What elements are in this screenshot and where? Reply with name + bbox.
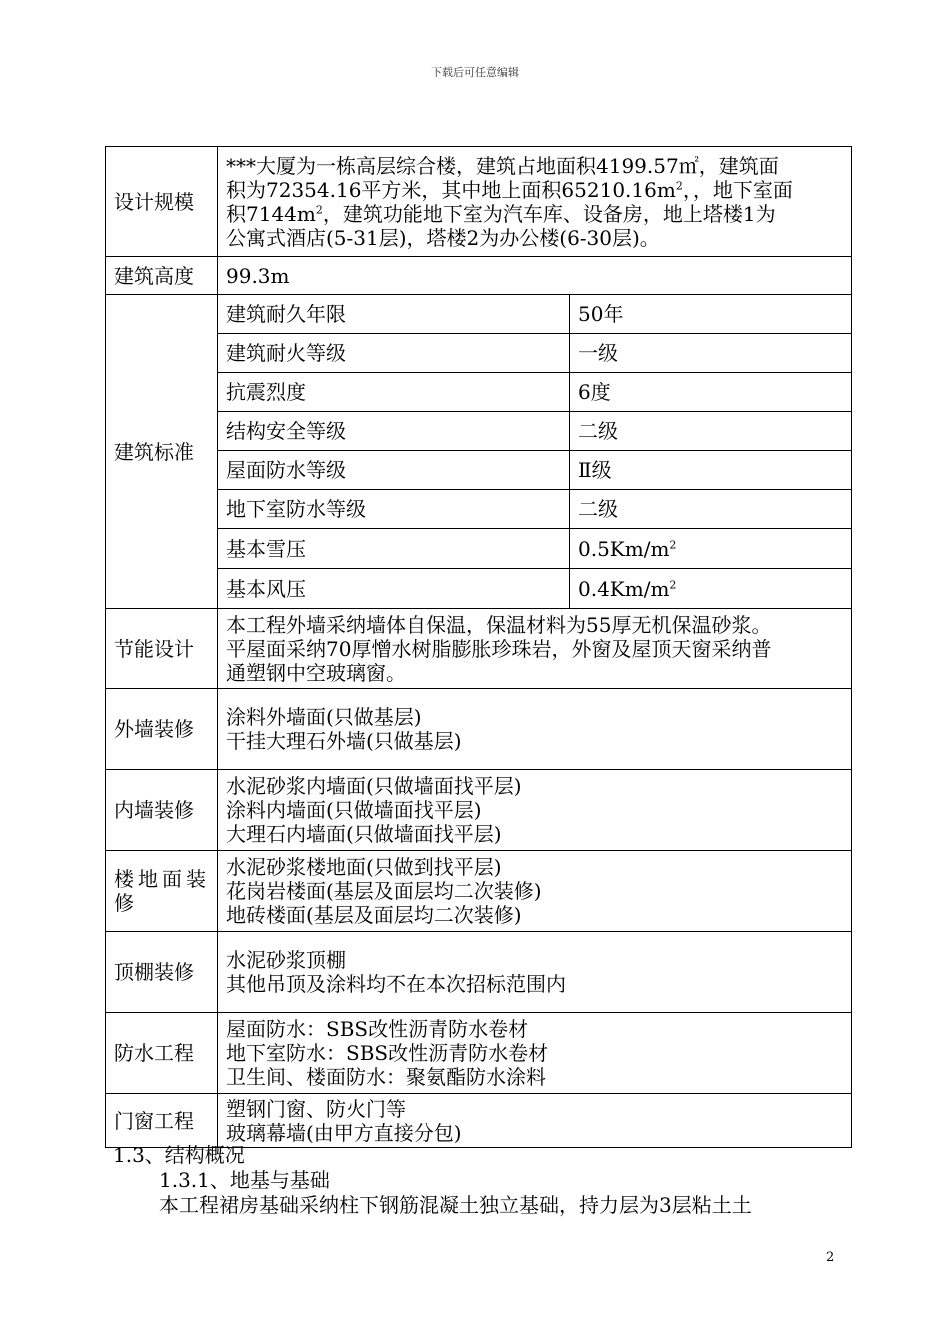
- label-energy: 节能设计: [106, 609, 218, 689]
- spec-table: [105, 146, 852, 1148]
- standard-name: 建筑耐久年限: [218, 295, 570, 334]
- standard-name: 屋面防水等级: [218, 451, 570, 490]
- value-ceiling: [218, 932, 852, 1013]
- value-building-height: 99.3m: [218, 257, 852, 295]
- row-standard: [106, 373, 852, 412]
- standard-name: 地下室防水等级: [218, 490, 570, 529]
- standard-name: 基本风压: [218, 569, 570, 609]
- standard-name: 结构安全等级: [218, 412, 570, 451]
- standard-value: 50年: [570, 295, 852, 334]
- value-design-scale: [218, 147, 852, 257]
- row-waterproof: [106, 1013, 852, 1094]
- row-design-scale: [106, 147, 852, 257]
- doors-windows-line: 塑钢门窗、防火门等: [226, 1096, 406, 1121]
- row-exterior-wall: [106, 689, 852, 770]
- label-floor: [106, 851, 218, 932]
- page-number: 2: [826, 1250, 835, 1265]
- value-doors-windows: [218, 1094, 852, 1148]
- row-standard: [106, 334, 852, 373]
- energy-line: 平屋面采纳70厚憎水树脂膨胀珍珠岩，外窗及屋顶天窗采纳普: [226, 636, 772, 661]
- label-waterproof: 防水工程: [106, 1013, 218, 1094]
- energy-line: 本工程外墙采纳墙体自保温，保温材料为55厚无机保温砂浆。: [226, 612, 772, 637]
- label-design-scale: 设计规模: [106, 147, 218, 257]
- value-exterior-wall: [218, 689, 852, 770]
- ceiling-line: 其他吊顶及涂料均不在本次招标范围内: [226, 972, 566, 996]
- design-scale-line-3: 积$7144m^2$，建筑功能地下室为汽车库、设备房，地上塔楼1为: [226, 201, 776, 226]
- standard-value: $0.5Km/m^2$: [570, 529, 852, 569]
- standard-value: 二级: [570, 490, 852, 529]
- label-exterior-wall: 外墙装修: [106, 689, 218, 770]
- label-interior-wall: 内墙装修: [106, 770, 218, 851]
- interior-wall-line: 大理石内墙面(只做墙面找平层): [226, 822, 502, 846]
- design-scale-line-2: 积为72354.16平方米，其中地上面积$65210.16m^2$，，地下室面: [226, 177, 793, 202]
- row-standard: [106, 412, 852, 451]
- standard-name: 抗震烈度: [218, 373, 570, 412]
- standard-value: 二级: [570, 412, 852, 451]
- interior-wall-line: 水泥砂浆内墙面(只做墙面找平层): [226, 774, 522, 798]
- label-doors-windows: 门窗工程: [106, 1094, 218, 1148]
- row-floor: [106, 851, 852, 932]
- body-paragraph: 本工程裙房基础采纳柱下钢筋混凝土独立基础，持力层为3层粘土土: [159, 1193, 752, 1217]
- label-building-height: 建筑高度: [106, 257, 218, 295]
- row-building-height: [106, 257, 852, 295]
- floor-line: 花岗岩楼面(基层及面层均二次装修): [226, 879, 542, 903]
- row-energy: [106, 609, 852, 689]
- label-ceiling: 顶棚装修: [106, 932, 218, 1013]
- standard-value: 一级: [570, 334, 852, 373]
- row-interior-wall: [106, 770, 852, 851]
- row-standard: [106, 451, 852, 490]
- design-scale-line-1: ***大厦为一栋高层综合楼，建筑占地面积4199.57㎡，建筑面: [226, 153, 779, 178]
- section-title: 1.3、结构概况: [113, 1143, 245, 1167]
- value-floor: [218, 851, 852, 932]
- label-floor-line-1: 楼地面装: [114, 867, 210, 891]
- interior-wall-line: 涂料内墙面(只做墙面找平层): [226, 798, 482, 822]
- standard-value: 6度: [570, 373, 852, 412]
- standard-value: $0.4Km/m^2$: [570, 569, 852, 609]
- row-standard: [106, 529, 852, 569]
- energy-line: 通塑钢中空玻璃窗。: [226, 660, 406, 685]
- design-scale-line-4: 公寓式酒店(5-31层)，塔楼2为办公楼(6-30层)。: [226, 225, 660, 250]
- standard-name: 建筑耐火等级: [218, 334, 570, 373]
- row-ceiling: [106, 932, 852, 1013]
- row-standard: [106, 490, 852, 529]
- standard-value: Ⅱ级: [570, 451, 852, 490]
- ceiling-line: 水泥砂浆顶棚: [226, 948, 346, 972]
- row-doors-windows: [106, 1094, 852, 1148]
- row-standard: [106, 295, 852, 334]
- subsection-title: 1.3.1、地基与基础: [159, 1168, 330, 1192]
- waterproof-line: 地下室防水：SBS改性沥青防水卷材: [226, 1041, 549, 1065]
- floor-line: 地砖楼面(基层及面层均二次装修): [226, 903, 522, 927]
- floor-line: 水泥砂浆楼地面(只做到找平层): [226, 855, 502, 879]
- doors-windows-line: 玻璃幕墙(由甲方直接分包): [226, 1120, 462, 1145]
- value-energy: [218, 609, 852, 689]
- exterior-wall-line: 干挂大理石外墙(只做基层): [226, 729, 462, 753]
- label-standards: 建筑标准: [106, 295, 218, 609]
- label-floor-line-2: 修: [114, 891, 134, 915]
- waterproof-line: 卫生间、楼面防水：聚氨酯防水涂料: [226, 1065, 546, 1089]
- page-header: 下载后可任意编辑: [431, 66, 519, 79]
- exterior-wall-line: 涂料外墙面(只做基层): [226, 705, 422, 729]
- waterproof-line: 屋面防水：SBS改性沥青防水卷材: [226, 1017, 529, 1041]
- row-standard: [106, 569, 852, 609]
- value-waterproof: [218, 1013, 852, 1094]
- standard-name: 基本雪压: [218, 529, 570, 569]
- value-interior-wall: [218, 770, 852, 851]
